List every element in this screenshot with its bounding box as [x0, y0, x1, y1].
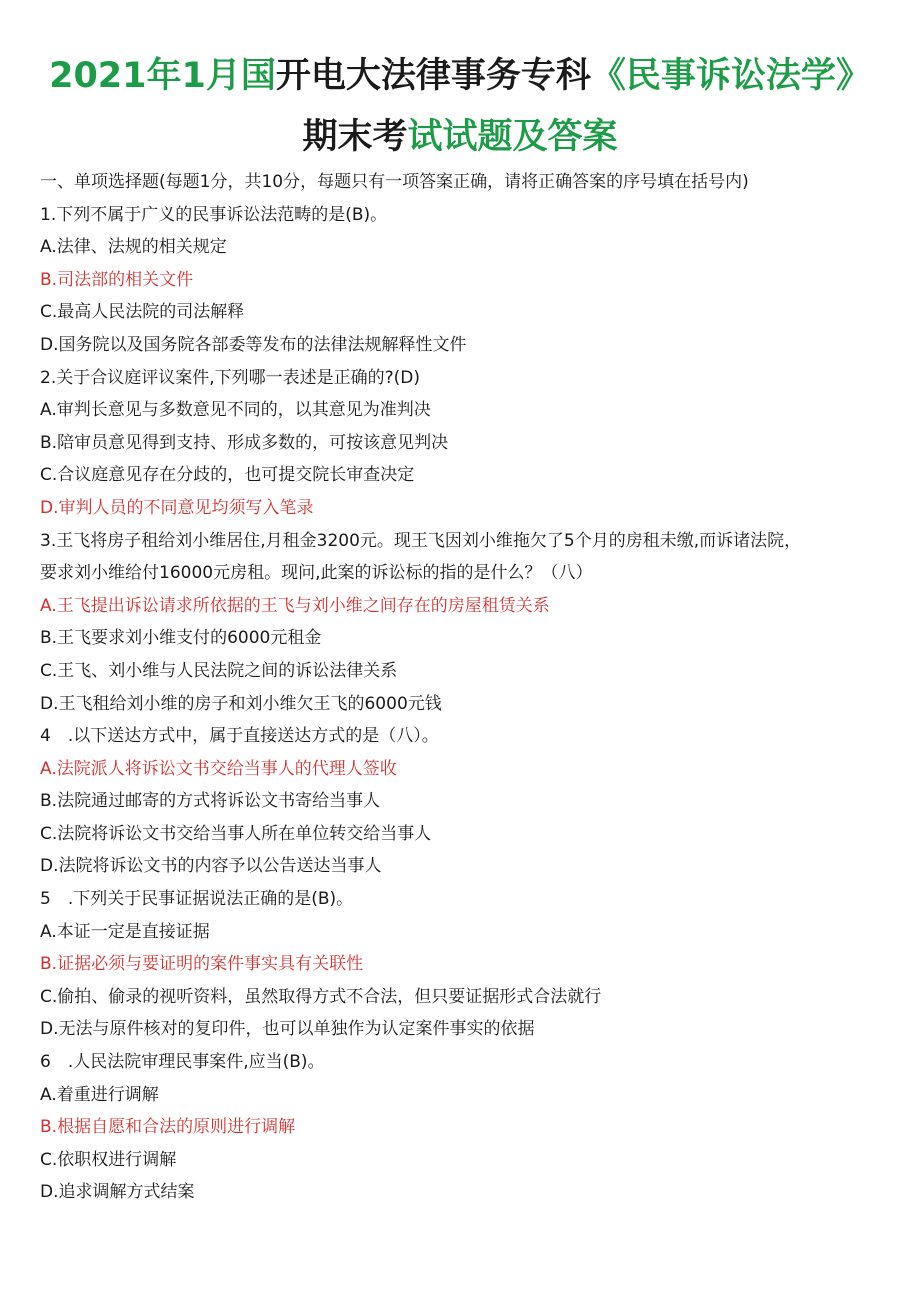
title-answers-segment: 试试题及答案	[407, 117, 618, 157]
title-course-segment: 《民事诉讼法学》	[590, 56, 871, 96]
text-line: 要求刘小维给付16000元房租。现问,此案的诉讼标的指的是什么？（八）	[40, 563, 593, 584]
answer-line: B.证据必须与要证明的案件事实具有关联性	[40, 954, 364, 975]
text-line: C.最高人民法院的司法解释	[40, 302, 245, 323]
document-body	[40, 166, 890, 1209]
text-line: 2.关于合议庭评议案件,下列哪一表述是正确的?(D)	[40, 367, 421, 388]
text-line: C.偷拍、偷录的视听资料，虽然取得方式不合法，但只要证据形式合法就行	[40, 986, 602, 1007]
text-line: D.王飞租给刘小维的房子和刘小维欠王飞的6000元钱	[40, 693, 442, 714]
document-title-line1	[0, 52, 920, 100]
text-line: 5 .下列关于民事证据说法正确的是(B)。	[40, 889, 354, 910]
text-line: D.国务院以及国务院各部委等发布的法律法规解释性文件	[40, 334, 467, 355]
text-line: C.依职权进行调解	[40, 1149, 177, 1170]
text-line: 一、单项选择题(每题1分，共10分，每题只有一项答案正确，请将正确答案的序号填在括号内)	[40, 172, 749, 192]
text-line: D.追求调解方式结案	[40, 1182, 195, 1203]
text-line: C.王飞、刘小维与人民法院之间的诉讼法律关系	[40, 660, 398, 681]
text-line: A.审判长意见与多数意见不同的，以其意见为准判决	[40, 400, 431, 421]
title-exam-segment: 期末考	[302, 117, 408, 157]
answer-line: B.司法部的相关文件	[40, 269, 194, 290]
text-line: 3.王飞将房子租给刘小维居住,月租金3200元。现王飞因刘小维拖欠了5个月的房租未缴,而诉诸法院，	[40, 530, 802, 551]
text-line: 6 .人民法院审理民事案件,应当(B)。	[40, 1052, 325, 1073]
answer-line: D.审判人员的不同意见均须写入笔录	[40, 497, 314, 518]
text-line: D.法院将诉讼文书的内容予以公告送达当事人	[40, 856, 382, 877]
title-school-segment: 开电大法律事务专科	[275, 56, 591, 96]
text-line: D.无法与原件核对的复印件，也可以单独作为认定案件事实的依据	[40, 1019, 535, 1040]
answer-line: A.法院派人将诉讼文书交给当事人的代理人签收	[40, 758, 397, 779]
text-line: A.着重进行调解	[40, 1084, 159, 1105]
answer-line: B.根据自愿和合法的原则进行调解	[40, 1117, 296, 1138]
text-line: 1.下列不属于广义的民事诉讼法范畴的是(B)。	[40, 204, 388, 225]
document-title-line2	[0, 113, 920, 161]
text-line: A.法律、法规的相关规定	[40, 237, 227, 258]
text-line: B.王飞要求刘小维支付的6000元租金	[40, 628, 322, 649]
text-line: 4 .以下送达方式中，属于直接送达方式的是（八）。	[40, 726, 439, 747]
text-line: B.陪审员意见得到支持、形成多数的，可按该意见判决	[40, 432, 449, 453]
text-line: C.合议庭意见存在分歧的，也可提交院长审查决定	[40, 465, 415, 486]
title-year-segment: 2021年1月国	[49, 56, 276, 96]
answer-line: A.王飞提出诉讼请求所依据的王飞与刘小维之间存在的房屋租赁关系	[40, 595, 550, 616]
text-line: C.法院将诉讼文书交给当事人所在单位转交给当事人	[40, 823, 432, 844]
text-line: A.本证一定是直接证据	[40, 921, 210, 942]
text-line: B.法院通过邮寄的方式将诉讼文书寄给当事人	[40, 791, 381, 812]
